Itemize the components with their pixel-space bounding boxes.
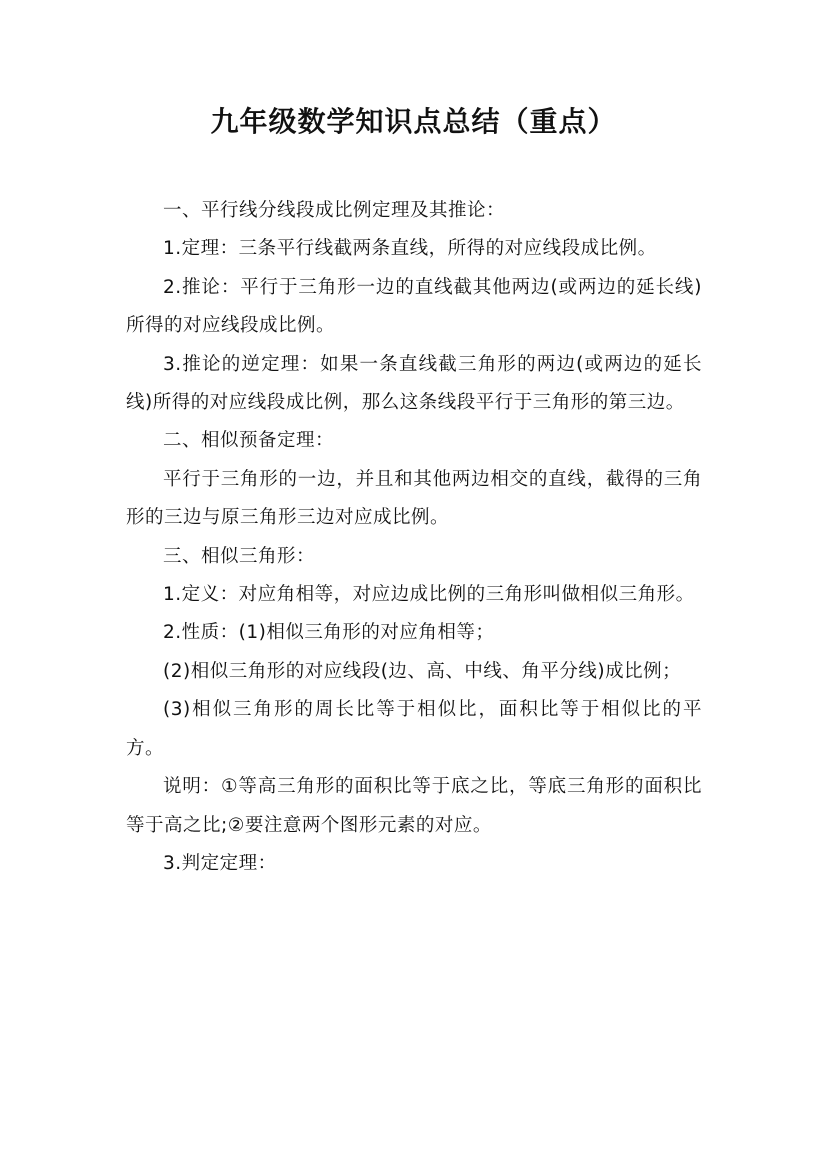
section-heading-similarity-preliminary: 二、相似预备定理： — [163, 430, 335, 452]
paragraph-explanation: 说明：①等高三角形的面积比等于底之比，等底三角形的面积比等于高之比;②要注意两个图形元素的对应。 — [126, 776, 702, 836]
paragraph-property-1: 2.性质：(1)相似三角形的对应角相等； — [163, 622, 495, 644]
paragraph-converse-corollary: 3.推论的逆定理：如果一条直线截三角形的两边(或两边的延长线)所得的对应线段成比例，那么这条线段平行于三角形的第三边。 — [126, 353, 702, 414]
section-heading-similar-triangles: 三、相似三角形： — [163, 545, 316, 567]
document-body — [126, 192, 702, 883]
document-title: 九年级数学知识点总结（重点） — [210, 105, 617, 138]
paragraph-similarity-preliminary: 平行于三角形的一边，并且和其他两边相交的直线，截得的三角形的三边与原三角形三边对应成比例。 — [126, 468, 702, 529]
section-heading-parallel-lines: 一、平行线分线段成比例定理及其推论： — [163, 200, 506, 221]
paragraph-determination-theorem: 3.判定定理： — [163, 852, 277, 874]
paragraph-property-2: (2)相似三角形的对应线段(边、高、中线、角平分线)成比例； — [163, 660, 682, 682]
paragraph-corollary: 2.推论：平行于三角形一边的直线截其他两边(或两边的延长线)所得的对应线段成比例。 — [126, 276, 702, 337]
paragraph-definition: 1.定义：对应角相等，对应边成比例的三角形叫做相似三角形。 — [163, 584, 695, 606]
paragraph-theorem: 1.定理：三条平行线截两条直线，所得的对应线段成比例。 — [163, 238, 657, 260]
paragraph-property-3: (3)相似三角形的周长比等于相似比，面积比等于相似比的平方。 — [126, 699, 702, 759]
